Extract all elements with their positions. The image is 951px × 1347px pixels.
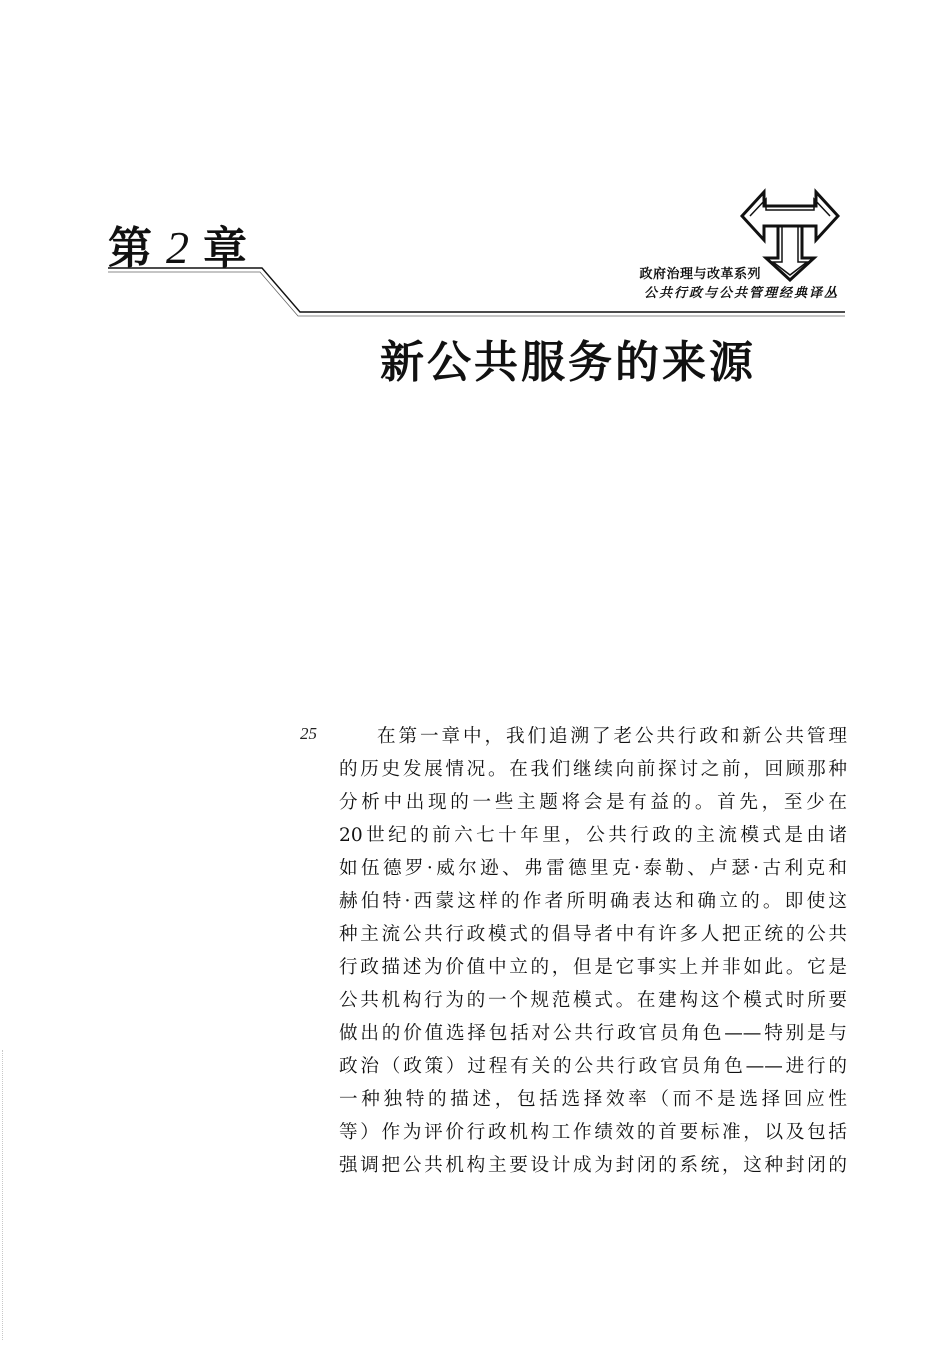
chapter-suffix: 章 (203, 223, 247, 274)
scan-edge-artifact (2, 1050, 3, 1340)
chapter-prefix: 第 (108, 223, 152, 274)
body-paragraph (339, 720, 847, 1182)
body-line: 种主流公共行政模式的倡导者中有许多人把正统的公共 (339, 924, 847, 945)
body-line: 在第一章中，我们追溯了老公共行政和新公共管理 (377, 726, 847, 747)
chapter-title: 新公共服务的来源 (380, 337, 756, 388)
series-subtitle: 公共行政与公共管理经典译丛 (643, 286, 839, 301)
body-line: 政治（政策）过程有关的公共行政官员角色——进行的 (339, 1056, 847, 1077)
body-line: 20世纪的前六七十年里，公共行政的主流模式是由诸 (339, 825, 847, 846)
body-line: 一种独特的描述，包括选择效率（而不是选择回应性 (339, 1089, 847, 1110)
body-line: 做出的价值选择包括对公共行政官员角色——特别是与 (339, 1023, 847, 1044)
body-line: 等）作为评价行政机构工作绩效的首要标准，以及包括 (339, 1122, 847, 1143)
chapter-label (108, 218, 247, 278)
series-info (639, 266, 839, 304)
chapter-number: 2 (166, 222, 189, 273)
body-line: 赫伯特·西蒙这样的作者所明确表达和确立的。即使这 (339, 891, 847, 912)
body-line: 强调把公共机构主要设计成为封闭的系统，这种封闭的 (339, 1155, 847, 1176)
margin-page-number: 25 (300, 724, 317, 743)
body-line: 行政描述为价值中立的，但是它事实上并非如此。它是 (339, 957, 847, 978)
body-line: 的历史发展情况。在我们继续向前探讨之前，回顾那种 (339, 759, 847, 780)
series-name: 政府治理与改革系列 (639, 267, 761, 282)
body-line: 公共机构行为的一个规范模式。在建构这个模式时所要 (339, 990, 847, 1011)
body-line: 如伍德罗·威尔逊、弗雷德里克·泰勒、卢瑟·古利克和 (339, 858, 847, 879)
body-line: 分析中出现的一些主题将会是有益的。首先，至少在 (339, 792, 847, 813)
